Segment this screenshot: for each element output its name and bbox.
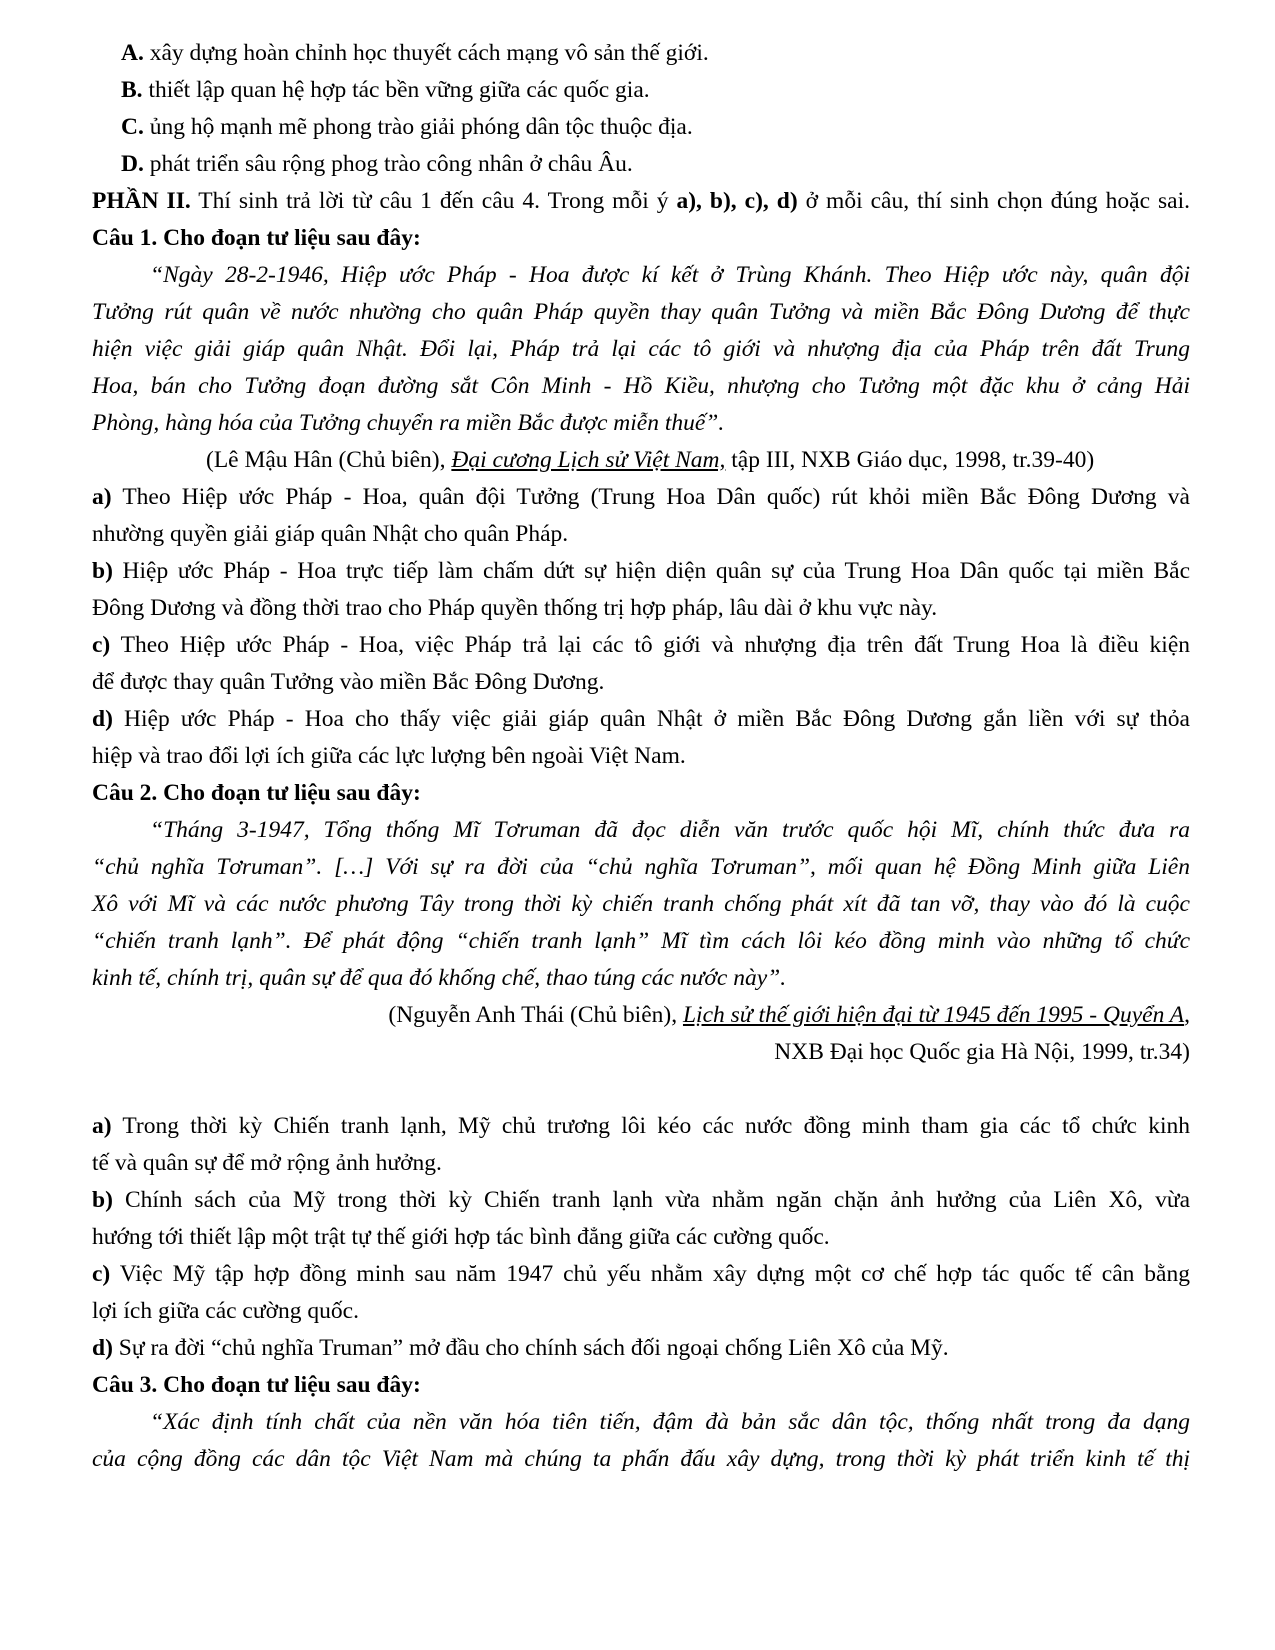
statement-label: b) [92,1187,113,1213]
option-letter: D. [121,151,144,177]
q3-quote-line: “Xác định tính chất của nền văn hóa tiên tiến, đậm đà bản sắc dân tộc, thống nhất trong đa dạng [150,1409,1190,1435]
statement-text: Theo Hiệp ước Pháp - Hoa, quân đội Tưởng (Trung Hoa Dân quốc) rút khỏi miền Bắc Đông Dương và [111,484,1190,510]
q2-quote-line: “chủ nghĩa Tơruman”. […] Với sự ra đời của “chủ nghĩa Tơruman”, mối quan hệ Đồng Minh giữa Liên [92,854,1190,880]
q1-quote-line: Hoa, bán cho Tưởng đoạn đường sắt Côn Minh - Hồ Kiều, nhượng cho Tưởng một đặc khu ở cảng Hải [92,373,1190,399]
statement-label: c) [92,1261,111,1287]
q2-quote-line: “Tháng 3-1947, Tổng thống Mĩ Tơruman đã đọc diễn văn trước quốc hội Mĩ, chính thức đưa ra [150,817,1190,843]
option-b [121,79,650,103]
source-book-title: Lịch sử thế giới hiện đại từ 1945 đến 1995 - Quyển A [682,1002,1185,1028]
q2-quote-line: “chiến tranh lạnh”. Để phát động “chiến tranh lạnh” Mĩ tìm cách lôi kéo đồng minh vào những tổ chức [92,928,1190,954]
statement-label: d) [92,706,113,732]
option-letter: A. [121,40,144,66]
option-text: thiết lập quan hệ hợp tác bền vững giữa các quốc gia. [142,77,650,103]
source-author: (Nguyễn Anh Thái (Chủ biên), [388,1002,683,1028]
option-letter: B. [121,77,143,103]
statement-label: a) [92,484,112,510]
q1-quote-line: “Ngày 28-2-1946, Hiệp ước Pháp - Hoa được kí kết ở Trùng Khánh. Theo Hiệp ước này, quân đội [150,262,1190,288]
q1-quote-line: Phòng, hàng hóa của Tưởng chuyển ra miền Bắc được miễn thuế”. [92,410,725,436]
statement-text: Việc Mỹ tập hợp đồng minh sau năm 1947 chủ yếu nhằm xây dựng một cơ chế hợp tác quốc tế cân bằng [110,1261,1190,1287]
q1-quote-line: hiện việc giải giáp quân Nhật. Đổi lại, Pháp trả lại các tô giới và nhượng địa của Pháp trên đất Trung [92,336,1190,362]
part2-instructions [92,190,1190,214]
q3-quote-line: của cộng đồng các dân tộc Việt Nam mà chúng ta phấn đấu xây dựng, trong thời kỳ phát triển kinh tế thị [92,1446,1190,1472]
option-text: xây dựng hoàn chỉnh học thuyết cách mạng vô sản thế giới. [143,40,709,66]
option-a [121,42,709,66]
statement-text: hướng tới thiết lập một trật tự thế giới hợp tác bình đẳng giữa các cường quốc. [92,1224,830,1250]
q1-statement-a [92,486,1190,510]
source-book-title: Đại cương Lịch sử Việt Nam, [451,447,726,473]
q2-source [388,1004,1190,1028]
q2-quote-line: kinh tế, chính trị, quân sự để qua đó khống chế, thao túng các nước này”. [92,965,787,991]
statement-label: c) [92,632,111,658]
statement-text: Sự ra đời “chủ nghĩa Truman” mở đầu cho chính sách đối ngoại chống Liên Xô của Mỹ. [112,1335,949,1361]
option-letter: C. [121,114,144,140]
source-publisher: tập III, NXB Giáo dục, 1998, tr.39-40) [725,447,1095,473]
q2-statement-b [92,1189,1190,1213]
q1-statement-d [92,708,1190,732]
part2-text: Thí sinh trả lời từ câu 1 đến câu 4. Trong mỗi ý [190,188,677,214]
part2-text: ở mỗi câu, thí sinh chọn đúng hoặc sai. [797,188,1190,214]
part2-title: PHẦN II. [92,188,191,214]
option-d [121,153,633,177]
statement-label: a) [92,1113,112,1139]
question-1-title: Câu 1. Cho đoạn tư liệu sau đây: [92,225,421,251]
q2-source-line2: NXB Đại học Quốc gia Hà Nội, 1999, tr.34) [774,1039,1190,1065]
source-punct: , [1184,1002,1190,1028]
q1-statement-c [92,634,1190,658]
statement-text: Hiệp ước Pháp - Hoa trực tiếp làm chấm dứt sự hiện diện quân sự của Trung Hoa Dân quốc tại miền Bắc [112,558,1190,584]
part2-markers: a), b), c), d) [676,188,798,214]
q2-statement-a [92,1115,1190,1139]
q1-quote-line: Tưởng rút quân về nước nhường cho quân Pháp quyền thay quân Tưởng và miền Bắc Đông Dương để thực [92,299,1190,325]
q2-statement-c [92,1263,1190,1287]
statement-text: để được thay quân Tưởng vào miền Bắc Đông Dương. [92,669,605,695]
statement-text: Chính sách của Mỹ trong thời kỳ Chiến tranh lạnh vừa nhằm ngăn chặn ảnh hưởng của Liên Xô, vừa [112,1187,1190,1213]
statement-text: hiệp và trao đổi lợi ích giữa các lực lượng bên ngoài Việt Nam. [92,743,686,769]
q2-statement-d [92,1337,949,1361]
option-text: ủng hộ mạnh mẽ phong trào giải phóng dân tộc thuộc địa. [143,114,693,140]
statement-text: Trong thời kỳ Chiến tranh lạnh, Mỹ chủ trương lôi kéo các nước đồng minh tham gia các tổ chức kinh [111,1113,1190,1139]
statement-label: b) [92,558,113,584]
option-text: phát triển sâu rộng phog trào công nhân ở châu Âu. [143,151,633,177]
statement-text: Hiệp ước Pháp - Hoa cho thấy việc giải giáp quân Nhật ở miền Bắc Đông Dương gắn liền với sự thỏa [112,706,1190,732]
q2-quote-line: Xô với Mĩ và các nước phương Tây trong thời kỳ chiến tranh chống phát xít đã tan vỡ, thay vào đó là cuộc [92,891,1190,917]
question-3-title: Câu 3. Cho đoạn tư liệu sau đây: [92,1372,421,1398]
q1-source [206,449,1094,473]
statement-text: nhường quyền giải giáp quân Nhật cho quân Pháp. [92,521,569,547]
statement-label: d) [92,1335,113,1361]
option-c [121,116,693,140]
q1-statement-b [92,560,1190,584]
question-2-title: Câu 2. Cho đoạn tư liệu sau đây: [92,780,421,806]
statement-text: lợi ích giữa các cường quốc. [92,1298,359,1324]
statement-text: Đông Dương và đồng thời trao cho Pháp quyền thống trị hợp pháp, lâu dài ở khu vực này. [92,595,938,621]
source-author: (Lê Mậu Hân (Chủ biên), [206,447,452,473]
statement-text: tế và quân sự để mở rộng ảnh hưởng. [92,1150,442,1176]
statement-text: Theo Hiệp ước Pháp - Hoa, việc Pháp trả lại các tô giới và nhượng địa trên đất Trung Hoa là điều kiện [110,632,1190,658]
